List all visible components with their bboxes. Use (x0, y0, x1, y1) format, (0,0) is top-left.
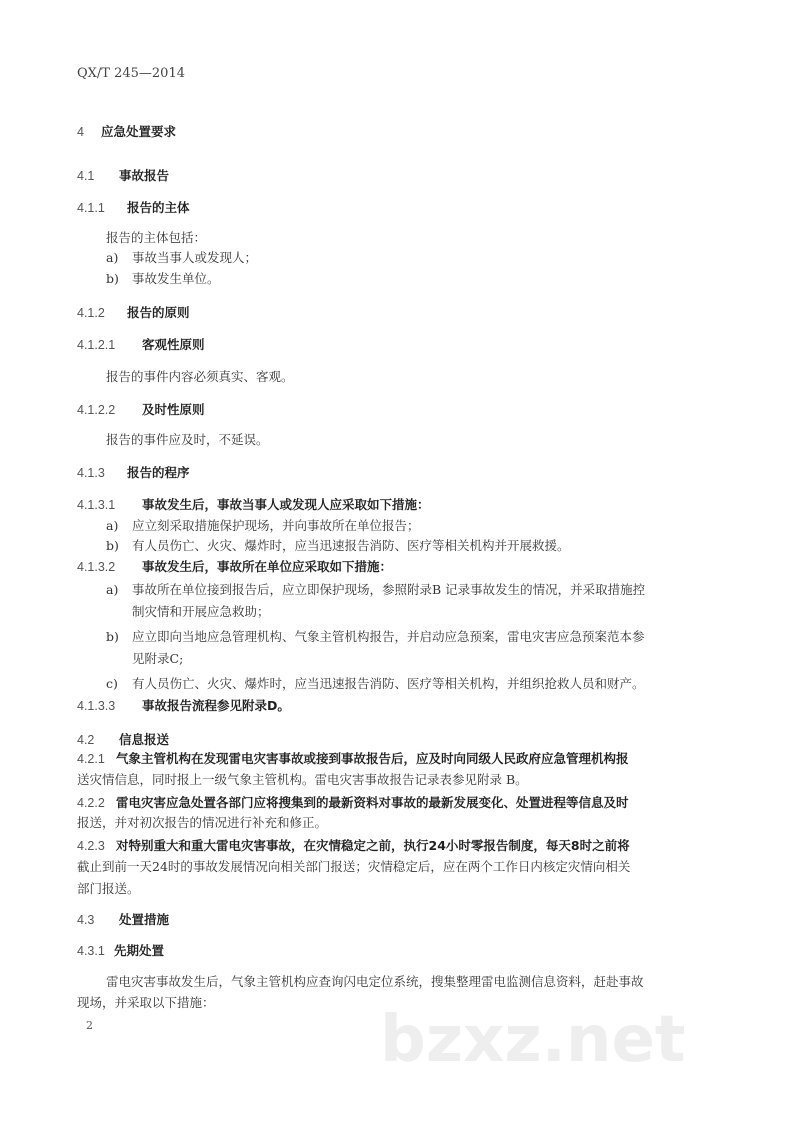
heading-title: 处置措施 (119, 912, 170, 927)
heading-4-1 (77, 168, 169, 184)
list-text-continued: 见附录C; (132, 651, 184, 666)
clause-text-continued: 截止到前一天24时的事故发展情况向相关部门报送；灾情稳定后，应在两个工作日内核定灾情向相关 (77, 859, 631, 874)
heading-4-2 (77, 732, 169, 748)
list-marker: b) (106, 538, 119, 553)
heading-number: 4.1.2 (77, 306, 105, 320)
paragraph: 报告的事件内容必须真实、客观。 (106, 369, 294, 384)
list-item (106, 676, 645, 692)
heading-number: 4 (77, 125, 84, 139)
heading-title: 应急处置要求 (101, 124, 177, 139)
paragraph: 报告的主体包括： (106, 230, 207, 245)
clause-4-2-3 (77, 838, 630, 854)
clause-text: 对特别重大和重大雷电灾害事故，在灾情稳定之前，执行24小时零报告制度，每天8时之前将 (116, 838, 630, 853)
list-item (106, 582, 645, 598)
heading-title: 事故报告 (119, 168, 170, 183)
list-text: 有人员伤亡、火灾、爆炸时，应当迅速报告消防、医疗等相关机构，并组织抢救人员和财产。 (132, 676, 645, 691)
list-marker: b) (106, 629, 119, 644)
clause-text-continued: 部门报送。 (77, 881, 140, 896)
heading-title: 报告的主体 (127, 200, 190, 215)
heading-number: 4.1.3.3 (77, 699, 116, 713)
list-marker: c) (106, 676, 118, 691)
list-item (106, 538, 570, 554)
clause-text-continued: 送灾情信息，同时报上一级气象主管机构。雷电灾害事故报告记录表参见附录 B。 (77, 772, 528, 787)
heading-4-1-2-1 (77, 337, 205, 353)
list-item (106, 250, 257, 266)
heading-title: 客观性原则 (142, 337, 205, 352)
clause-number: 4.2.3 (77, 839, 105, 853)
clause-text: 雷电灾害应急处置各部门应将搜集到的最新资料对事故的最新发展变化、处置进程等信息及时 (116, 795, 629, 810)
heading-number: 4.1.3.1 (77, 498, 116, 512)
paragraph: 报告的事件应及时，不延误。 (106, 432, 269, 447)
list-text: 事故发生单位。 (132, 271, 220, 286)
heading-number: 4.1.3.2 (77, 560, 116, 574)
list-text: 事故所在单位接到报告后，应立即保护现场，参照附录B 记录事故发生的情况，并采取措施控 (132, 582, 646, 597)
heading-title: 事故发生后，事故所在单位应采取如下措施： (142, 559, 393, 574)
list-item (106, 629, 645, 645)
heading-4-1-3-2 (77, 559, 392, 575)
heading-title: 信息报送 (119, 732, 170, 747)
heading-number: 4.2 (77, 733, 95, 747)
clause-text-continued: 报送，并对初次报告的情况进行补充和修正。 (77, 815, 328, 830)
heading-number: 4.1.2.1 (77, 338, 116, 352)
heading-4-1-3-3 (77, 698, 290, 714)
list-marker: a) (106, 250, 119, 265)
heading-4-1-3-1 (77, 497, 430, 513)
heading-4-3-1 (77, 943, 164, 959)
clause-4-2-1 (77, 751, 629, 767)
heading-title: 先期处置 (114, 943, 165, 958)
list-text: 事故当事人或发现人； (132, 250, 258, 265)
heading-number: 4.3 (77, 913, 95, 927)
heading-title: 事故发生后，事故当事人或发现人应采取如下措施： (142, 497, 430, 512)
standard-code-header: QX/T 245—2014 (77, 66, 185, 81)
clause-text: 气象主管机构在发现雷电灾害事故或接到事故报告后，应及时向同级人民政府应急管理机构报 (116, 751, 629, 766)
list-marker: a) (106, 582, 119, 597)
page-number: 2 (86, 1019, 93, 1032)
heading-4-3 (77, 912, 169, 928)
clause-4-2-2 (77, 795, 629, 811)
paragraph-continued: 现场，并采取以下措施： (77, 995, 215, 1010)
list-item (106, 518, 420, 534)
heading-title: 及时性原则 (142, 402, 205, 417)
list-marker: b) (106, 271, 119, 286)
heading-number: 4.3.1 (77, 944, 105, 958)
list-text: 应立刻采取措施保护现场，并向事故所在单位报告； (132, 518, 420, 533)
heading-title: 报告的程序 (127, 465, 190, 480)
heading-number: 4.1 (77, 169, 95, 183)
clause-number: 4.2.1 (77, 752, 105, 766)
heading-4 (77, 124, 176, 140)
watermark: bzxz.net (380, 1003, 686, 1077)
heading-number: 4.1.2.2 (77, 403, 116, 417)
list-item (106, 271, 220, 287)
list-text: 应立即向当地应急管理机构、气象主管机构报告，并启动应急预案，雷电灾害应急预案范本参 (132, 629, 645, 644)
clause-number: 4.2.2 (77, 796, 105, 810)
heading-number: 4.1.3 (77, 466, 105, 480)
list-text: 有人员伤亡、火灾、爆炸时，应当迅速报告消防、医疗等相关机构并开展救援。 (132, 538, 570, 553)
heading-4-1-3 (77, 465, 190, 481)
list-marker: a) (106, 518, 119, 533)
heading-title: 报告的原则 (127, 305, 190, 320)
heading-4-1-2 (77, 305, 190, 321)
list-text-continued: 制灾情和开展应急救助； (132, 604, 270, 619)
heading-title: 事故报告流程参见附录D。 (142, 698, 290, 713)
heading-4-1-1 (77, 200, 190, 216)
heading-4-1-2-2 (77, 402, 205, 418)
heading-number: 4.1.1 (77, 201, 105, 215)
paragraph: 雷电灾害事故发生后，气象主管机构应查询闪电定位系统，搜集整理雷电监测信息资料，赶赴事故 (106, 974, 644, 989)
